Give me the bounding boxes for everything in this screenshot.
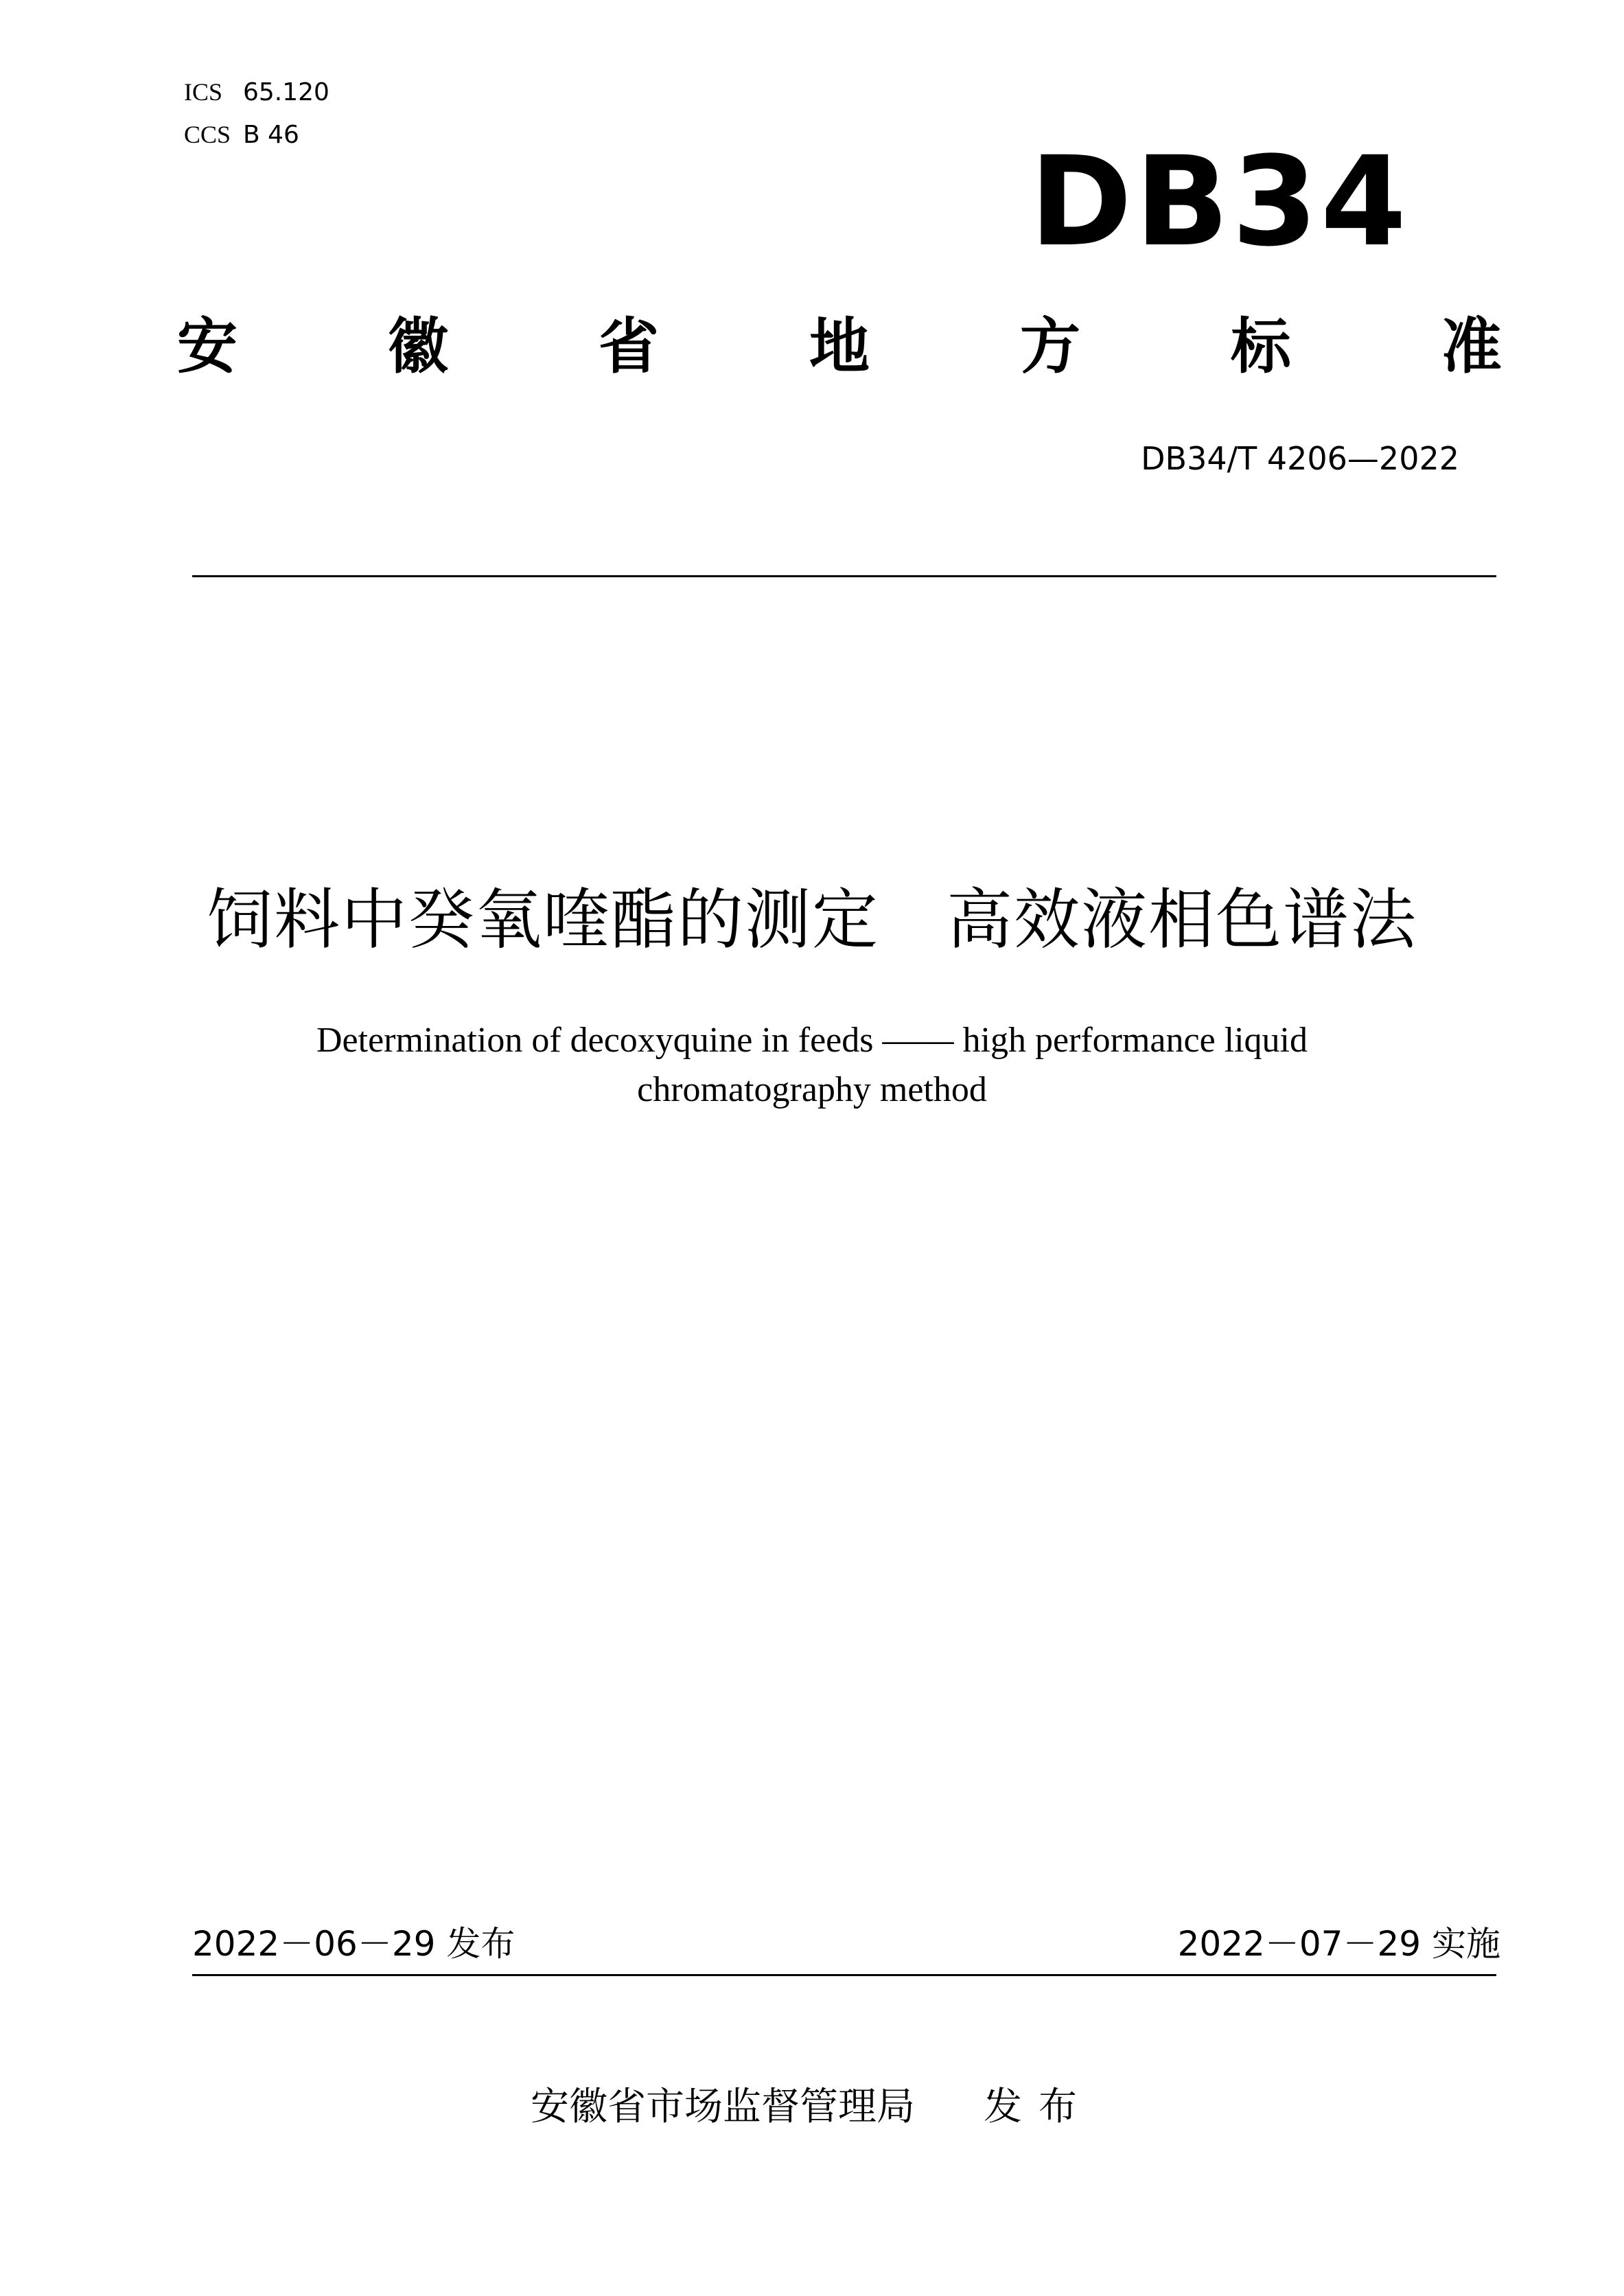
publish-action: 发布 [984, 2085, 1093, 2129]
ics-value: 65.120 [243, 78, 329, 106]
ics-classification [184, 77, 329, 108]
title-english-line-2: chromatography method [637, 1070, 987, 1109]
standard-type-heading [177, 309, 1502, 384]
standard-type-char: 方 [1019, 311, 1080, 382]
issue-date: 2022－06－29 发布 [192, 1924, 515, 1964]
standard-type-char: 安 [177, 311, 238, 382]
title-chinese: 饲料中癸氧喹酯的测定 高效液相色谱法 [207, 881, 1417, 958]
ccs-classification [184, 119, 299, 150]
implementation-date: 2022－07－29 实施 [1177, 1924, 1500, 1964]
publisher-name: 安徽省市场监督管理局 [531, 2085, 915, 2129]
title-english [261, 1016, 1363, 1115]
ccs-value: B 46 [243, 121, 299, 149]
standard-type-char: 省 [598, 311, 659, 382]
standard-number: DB34/T 4206—2022 [1141, 440, 1459, 477]
standard-type-char: 准 [1441, 311, 1502, 382]
ccs-label: CCS [184, 121, 231, 148]
title-english-line-1: Determination of decoxyquine in feeds —— high performance liquid [316, 1021, 1308, 1060]
bottom-divider [192, 1974, 1496, 1976]
top-divider [192, 575, 1496, 577]
publisher-line [0, 2083, 1624, 2131]
standard-type-char: 徽 [387, 311, 448, 382]
standard-mark-logo: DB34 [1030, 130, 1410, 274]
standard-type-char: 地 [809, 311, 870, 382]
ics-label: ICS [184, 78, 223, 106]
standard-type-char: 标 [1230, 311, 1291, 382]
